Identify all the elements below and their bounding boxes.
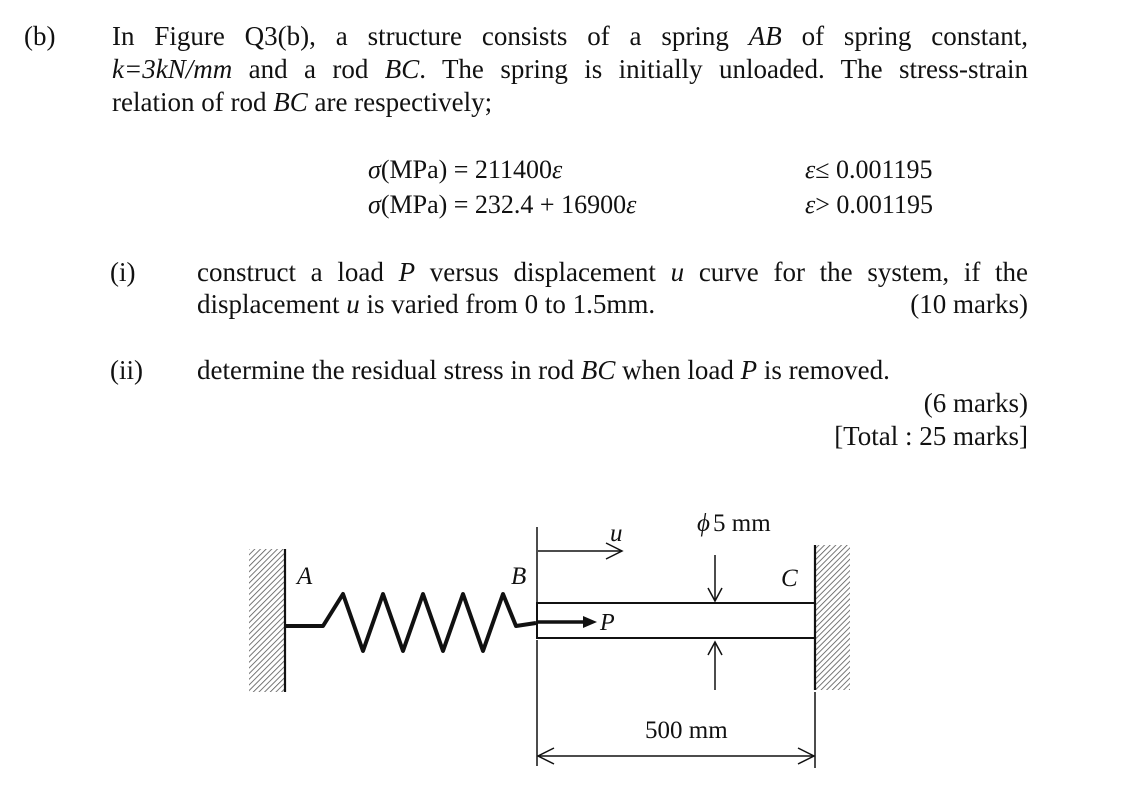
question-i-line-2: displacement u is varied from 0 to 1.5mm. <box>197 289 656 319</box>
equation-1: σ(MPa) = 211400ε <box>368 155 563 184</box>
intro-line-1: In Figure Q3(b), a structure consists of a spring AB of spring constant, <box>112 21 1028 51</box>
intro-line-2: k=3kN/mm and a rod BC. The spring is initially unloaded. The stress-strain <box>112 54 1028 84</box>
label-b: B <box>511 563 527 590</box>
part-label: (b) <box>24 21 56 51</box>
equation-1-condition: ε≤ 0.001195 <box>805 155 933 184</box>
question-ii-number: (ii) <box>110 355 143 385</box>
intro-line-3: relation of rod BC are respectively; <box>112 87 493 117</box>
question-i-line-1: construct a load P versus displacement u curve for the system, if the <box>197 257 1028 287</box>
question-i-number: (i) <box>110 257 136 287</box>
label-c: C <box>781 565 798 592</box>
right-wall-hatch <box>815 545 850 690</box>
left-wall-hatch <box>249 549 285 692</box>
label-u: u <box>610 520 623 547</box>
label-diameter: 5 mm <box>713 510 771 537</box>
total-marks: [Total : 25 marks] <box>834 421 1028 451</box>
equation-2: σ(MPa) = 232.4 + 16900ε <box>368 190 637 219</box>
question-ii-marks: (6 marks) <box>923 388 1028 418</box>
label-length: 500 mm <box>645 717 728 744</box>
spring <box>285 594 536 651</box>
question-ii-line-1: determine the residual stress in rod BC when load P is removed. <box>197 355 890 385</box>
equation-2-condition: ε> 0.001195 <box>805 190 933 219</box>
label-a: A <box>297 563 313 590</box>
load-arrow-head <box>583 616 597 628</box>
label-diameter-symbol: ϕ <box>697 510 710 537</box>
label-p: P <box>600 610 615 636</box>
question-i-marks: (10 marks) <box>910 289 1028 319</box>
